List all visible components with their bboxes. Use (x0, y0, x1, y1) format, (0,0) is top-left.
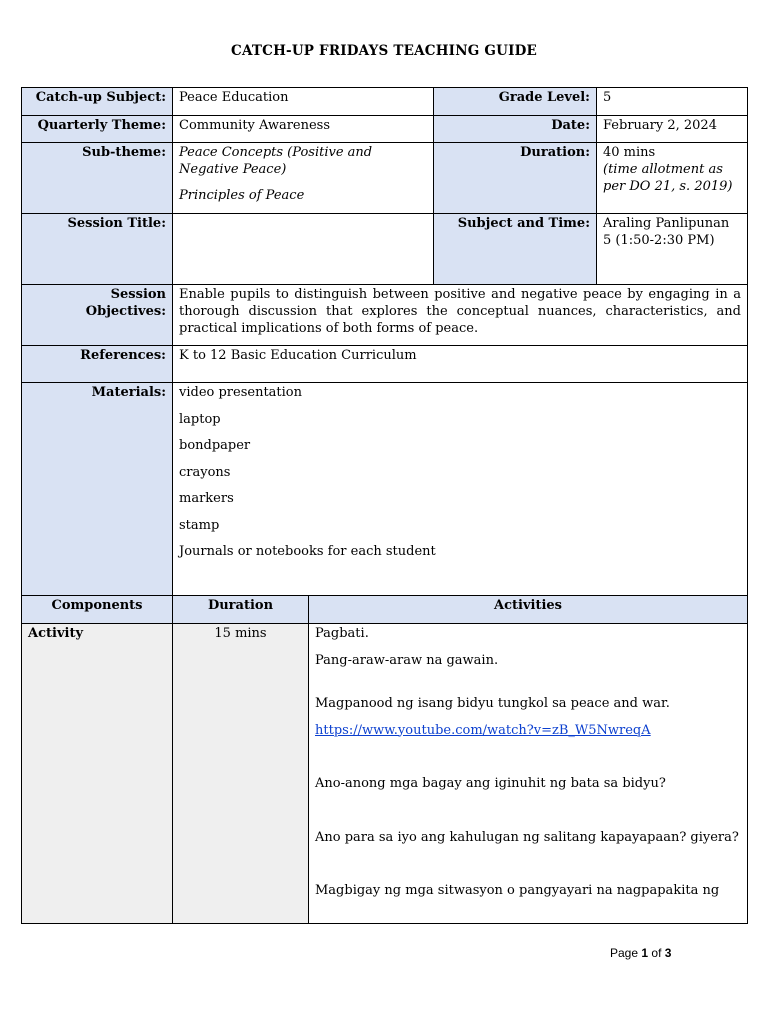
subject-time-label: Subject and Time: (434, 214, 597, 285)
component-duration: 15 mins (173, 624, 309, 924)
references-value: K to 12 Basic Education Curriculum (173, 346, 748, 383)
page-number: 1 (641, 946, 649, 960)
page-total: 3 (664, 946, 672, 960)
material-item: video presentation (179, 385, 302, 400)
material-item: bondpaper (179, 438, 251, 453)
component-activity: Activity (22, 624, 173, 924)
document-title: CATCH-UP FRIDAYS TEACHING GUIDE (231, 43, 537, 59)
duration-note: (time allotment as per DO 21, s. 2019) (603, 162, 733, 194)
activity-line: Magpanood ng isang bidyu tungkol sa peace and war. (315, 696, 670, 711)
duration-value: 40 mins (603, 145, 656, 160)
objectives-label: Session Objectives: (22, 285, 173, 346)
of-word: of (651, 946, 662, 960)
material-item: Journals or notebooks for each student (179, 544, 436, 559)
header-duration: Duration (173, 596, 309, 624)
theme-value: Community Awareness (173, 116, 434, 143)
material-item: markers (179, 491, 234, 506)
date-label: Date: (434, 116, 597, 143)
subtheme-line1: Peace Concepts (Positive and Negative Peace) (179, 145, 373, 177)
subject-label: Catch-up Subject: (22, 88, 173, 116)
page-word: Page (610, 946, 639, 960)
subtheme-label: Sub-theme: (22, 143, 173, 214)
theme-label: Quarterly Theme: (22, 116, 173, 143)
material-item: laptop (179, 411, 221, 427)
material-item: stamp (179, 517, 220, 533)
activity-question: Ano-anong mga bagay ang iginuhit ng bata sa bidyu? (315, 776, 666, 791)
components-table (21, 595, 748, 924)
duration-value-cell (597, 143, 748, 214)
activity-line: Pagbati. (315, 626, 369, 641)
grade-value: 5 (597, 88, 748, 116)
video-link[interactable]: https://www.youtube.com/watch?v=zB_W5NwreqA (315, 722, 651, 738)
activity-line: Pang-araw-araw na gawain. (315, 652, 499, 668)
materials-list (173, 383, 748, 596)
material-item: crayons (179, 464, 231, 480)
session-title-label: Session Title: (22, 214, 173, 285)
subject-value: Peace Education (173, 88, 434, 116)
page-footer (610, 946, 671, 960)
info-table (21, 87, 748, 596)
activity-question: Ano para sa iyo ang kahulugan ng salitang kapayapaan? giyera? (315, 829, 739, 845)
objectives-value: Enable pupils to distinguish between positive and negative peace by engaging in a thorough discussion that explores the conceptual nuances, characteristics, and practical implications of both forms of peace. (173, 285, 748, 346)
subject-time-value: Araling Panlipunan 5 (1:50-2:30 PM) (597, 214, 748, 285)
header-activities: Activities (309, 596, 748, 624)
materials-label: Materials: (22, 383, 173, 596)
activity-question: Magbigay ng mga sitwasyon o pangyayari na nagpapakita ng (315, 883, 720, 898)
date-value: February 2, 2024 (597, 116, 748, 143)
header-components: Components (22, 596, 173, 624)
duration-label: Duration: (434, 143, 597, 214)
session-title-value (173, 214, 434, 285)
subtheme-line2: Principles of Peace (179, 188, 305, 203)
grade-label: Grade Level: (434, 88, 597, 116)
subtheme-value (173, 143, 434, 214)
references-label: References: (22, 346, 173, 383)
activities-cell (309, 624, 748, 924)
